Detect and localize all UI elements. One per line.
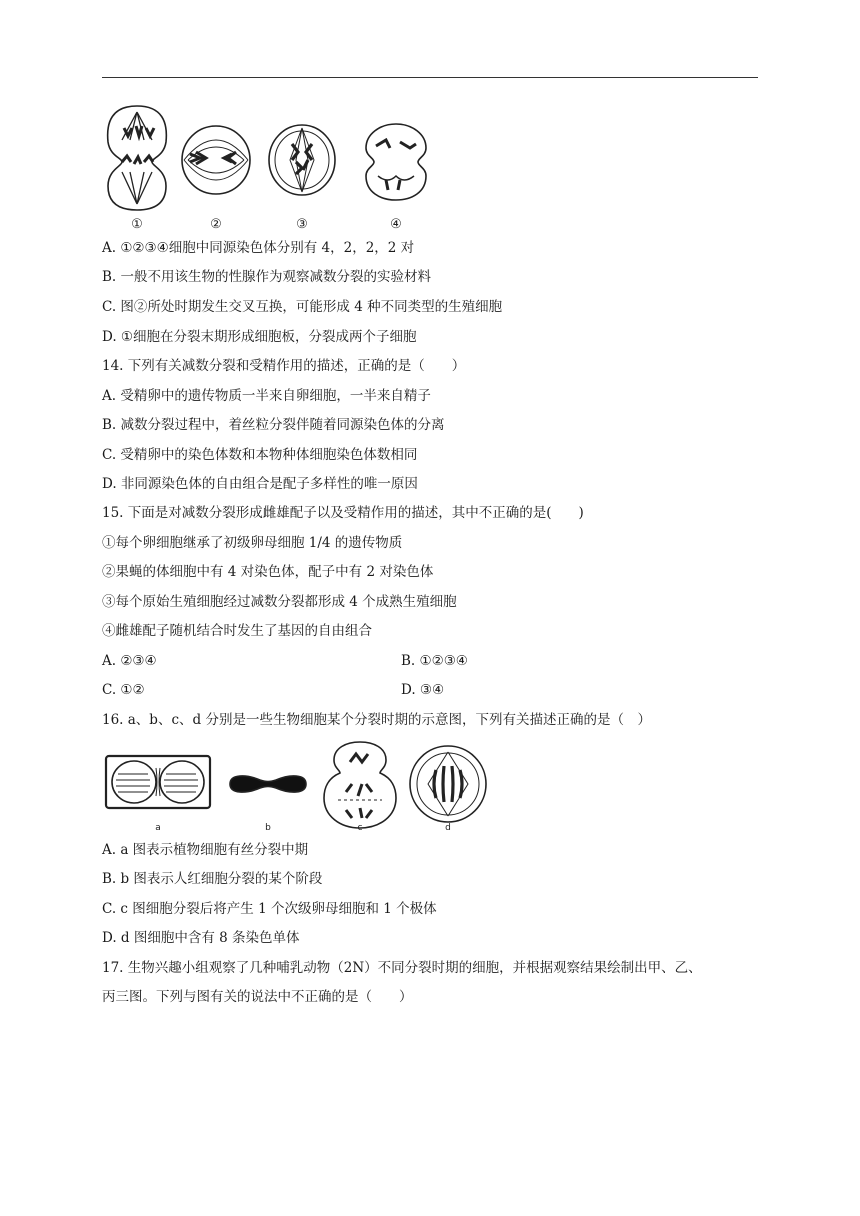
cell-b-drawing <box>230 776 306 792</box>
q14-option-b: B. 减数分裂过程中，着丝粒分裂伴随着同源染色体的分离 <box>102 417 445 433</box>
q16-option-c: C. c 图细胞分裂后将产生 1 个次级卵母细胞和 1 个极体 <box>102 901 437 917</box>
q16-option-d: D. d 图细胞中含有 8 条染色单体 <box>102 930 300 946</box>
q15-option-a: A. ②③④ <box>102 653 157 669</box>
q13-option-d: D. ①细胞在分裂末期形成细胞板，分裂成两个子细胞 <box>102 329 417 345</box>
q14-option-c: C. 受精卵中的染色体数和本物种体细胞染色体数相同 <box>102 447 418 463</box>
q13-option-c: C. 图②所处时期发生交叉互换，可能形成 4 种不同类型的生殖细胞 <box>102 299 503 315</box>
q17-stem-line-1: 17. 生物兴趣小组观察了几种哺乳动物（2N）不同分裂时期的细胞，并根据观察结果绘制出甲、乙、 <box>102 960 702 976</box>
q15-stem: 15. 下面是对减数分裂形成雌雄配子以及受精作用的描述，其中不正确的是( ) <box>102 505 584 521</box>
cell-label-b: b <box>265 823 271 832</box>
q16-option-b: B. b 图表示人红细胞分裂的某个阶段 <box>102 871 323 887</box>
cell-division-figure-2 <box>102 740 492 832</box>
cell-label-c: c <box>357 823 363 832</box>
q15-statement-1: ①每个卵细胞继承了初级卵母细胞 1/4 的遗传物质 <box>102 535 403 551</box>
cell-1-drawing <box>108 106 167 210</box>
cell-2-drawing <box>182 126 250 194</box>
cell-label-a: a <box>155 823 161 832</box>
q14-stem: 14. 下列有关减数分裂和受精作用的描述，正确的是（ ） <box>102 358 466 374</box>
cell-d-drawing <box>410 746 486 822</box>
q14-option-d: D. 非同源染色体的自由组合是配子多样性的唯一原因 <box>102 476 418 492</box>
q13-option-a: A. ①②③④细胞中同源染色体分别有 4，2，2，2 对 <box>102 240 415 256</box>
cell-a-drawing <box>106 756 210 808</box>
cell-label-2: ② <box>210 217 222 232</box>
q13-option-b: B. 一般不用该生物的性腺作为观察减数分裂的实验材料 <box>102 269 432 285</box>
cell-label-1: ① <box>131 217 143 232</box>
q16-stem: 16. a、b、c、d 分别是一些生物细胞某个分裂时期的示意图，下列有关描述正确的是（ ） <box>102 712 651 728</box>
q15-statement-2: ②果蝇的体细胞中有 4 对染色体，配子中有 2 对染色体 <box>102 564 434 580</box>
cell-label-d: d <box>445 823 451 832</box>
cell-label-3: ③ <box>296 217 308 232</box>
q15-option-c: C. ①② <box>102 682 145 698</box>
cell-label-4: ④ <box>390 217 402 232</box>
q17-stem-line-2: 丙三图。下列与图有关的说法中不正确的是（ ） <box>102 989 413 1005</box>
header-rule <box>102 77 758 78</box>
q15-option-b: B. ①②③④ <box>401 653 468 669</box>
q14-option-a: A. 受精卵中的遗传物质一半来自卵细胞，一半来自精子 <box>102 388 431 404</box>
cell-division-figure-1 <box>100 100 440 235</box>
q15-option-d: D. ③④ <box>401 682 445 698</box>
cell-4-drawing <box>366 124 426 200</box>
q15-statement-4: ④雌雄配子随机结合时发生了基因的自由组合 <box>102 623 372 639</box>
q15-statement-3: ③每个原始生殖细胞经过减数分裂都形成 4 个成熟生殖细胞 <box>102 594 457 610</box>
q16-option-a: A. a 图表示植物细胞有丝分裂中期 <box>102 842 309 858</box>
cell-3-drawing <box>269 125 335 195</box>
cell-c-drawing <box>324 742 396 828</box>
